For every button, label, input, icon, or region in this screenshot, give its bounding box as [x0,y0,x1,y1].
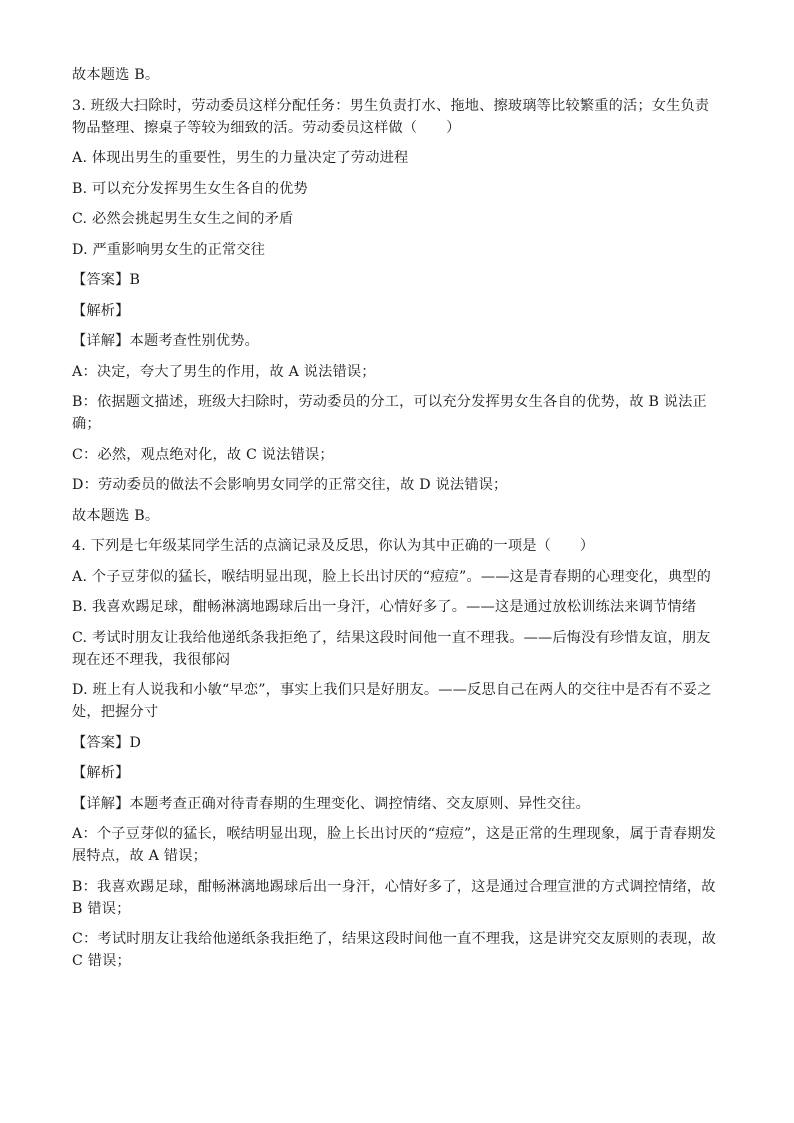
explanation-a: A：决定，夸大了男生的作用，故 A 说法错误； [72,363,376,380]
question-4-option-a: A. 个子豆芽似的猛长，喉结明显出现，脸上长出讨厌的“痘痘”。——这是青春期的心理变化，典型的 [72,568,712,585]
question-4-option-c: C. 考试时朋友让我给他递纸条我拒绝了，结果这段时间他一直不理我。——后悔没有珍惜友谊，朋友现在还不理我，我很郁闷 [72,629,711,668]
document-page [72,64,722,972]
question-3-option-b: B. 可以充分发挥男生女生各自的优势 [72,180,308,197]
analysis-label: 【解析】 [72,302,130,319]
conclusion-line: 故本题选 B。 [72,67,160,83]
detail-explanation: 【详解】本题考查性别优势。 [72,333,260,349]
question-4-option-b: B. 我喜欢踢足球，酣畅淋漓地踢球后出一身汗，心情好多了。——这是通过放松训练法来调节情绪 [72,599,697,615]
answer-label: 【答案】B [72,272,141,288]
explanation-a: A：个子豆芽似的猛长，喉结明显出现，脸上长出讨厌的“痘痘”，这是正常的生理现象，属于青春期发展特点，故 A 错误； [72,826,717,864]
question-4-stem: 4. 下列是七年级某同学生活的点滴记录及反思，你认为其中正确的一项是（ ） [72,538,595,554]
detail-explanation: 【详解】本题考查正确对待青春期的生理变化、调控情绪、交友原则、异性交往。 [72,795,590,812]
conclusion-line: 故本题选 B。 [72,507,160,524]
question-3-option-d: D. 严重影响男女生的正常交往 [72,241,266,258]
answer-label: 【答案】D [72,734,142,751]
explanation-b: B：依据题文描述，班级大扫除时，劳动委员的分工，可以充分发挥男女生各自的优势，故 B 说法正确； [72,394,707,432]
question-3-option-c: C. 必然会挑起男生女生之间的矛盾 [72,211,294,227]
explanation-b: B：我喜欢踢足球，酣畅淋漓地踢球后出一身汗，心情好多了，这是通过合理宣泄的方式调控情绪，故 B 错误； [72,878,716,917]
question-4-option-d: D. 班上有人说我和小敏“早恋”，事实上我们只是好朋友。——反思自己在两人的交往中是否有不妥之处，把握分寸 [72,682,712,720]
explanation-c: C：考试时朋友让我给他递纸条我拒绝了，结果这段时间他一直不理我，这是讲究交友原则的表现，故 C 错误； [72,931,717,969]
analysis-label: 【解析】 [72,765,130,781]
explanation-d: D：劳动委员的做法不会影响男女同学的正常交往，故 D 说法错误； [72,477,508,493]
question-3-stem: 3. 班级大扫除时，劳动委员这样分配任务：男生负责打水、拖地、擦玻璃等比较繁重的活；女生负责物品整理、擦桌子等较为细致的活。劳动委员这样做（ ） [72,97,710,136]
explanation-c: C：必然，观点绝对化，故 C 说法错误； [72,446,334,463]
question-3-option-a: A. 体现出男生的重要性，男生的力量决定了劳动进程 [72,150,409,166]
